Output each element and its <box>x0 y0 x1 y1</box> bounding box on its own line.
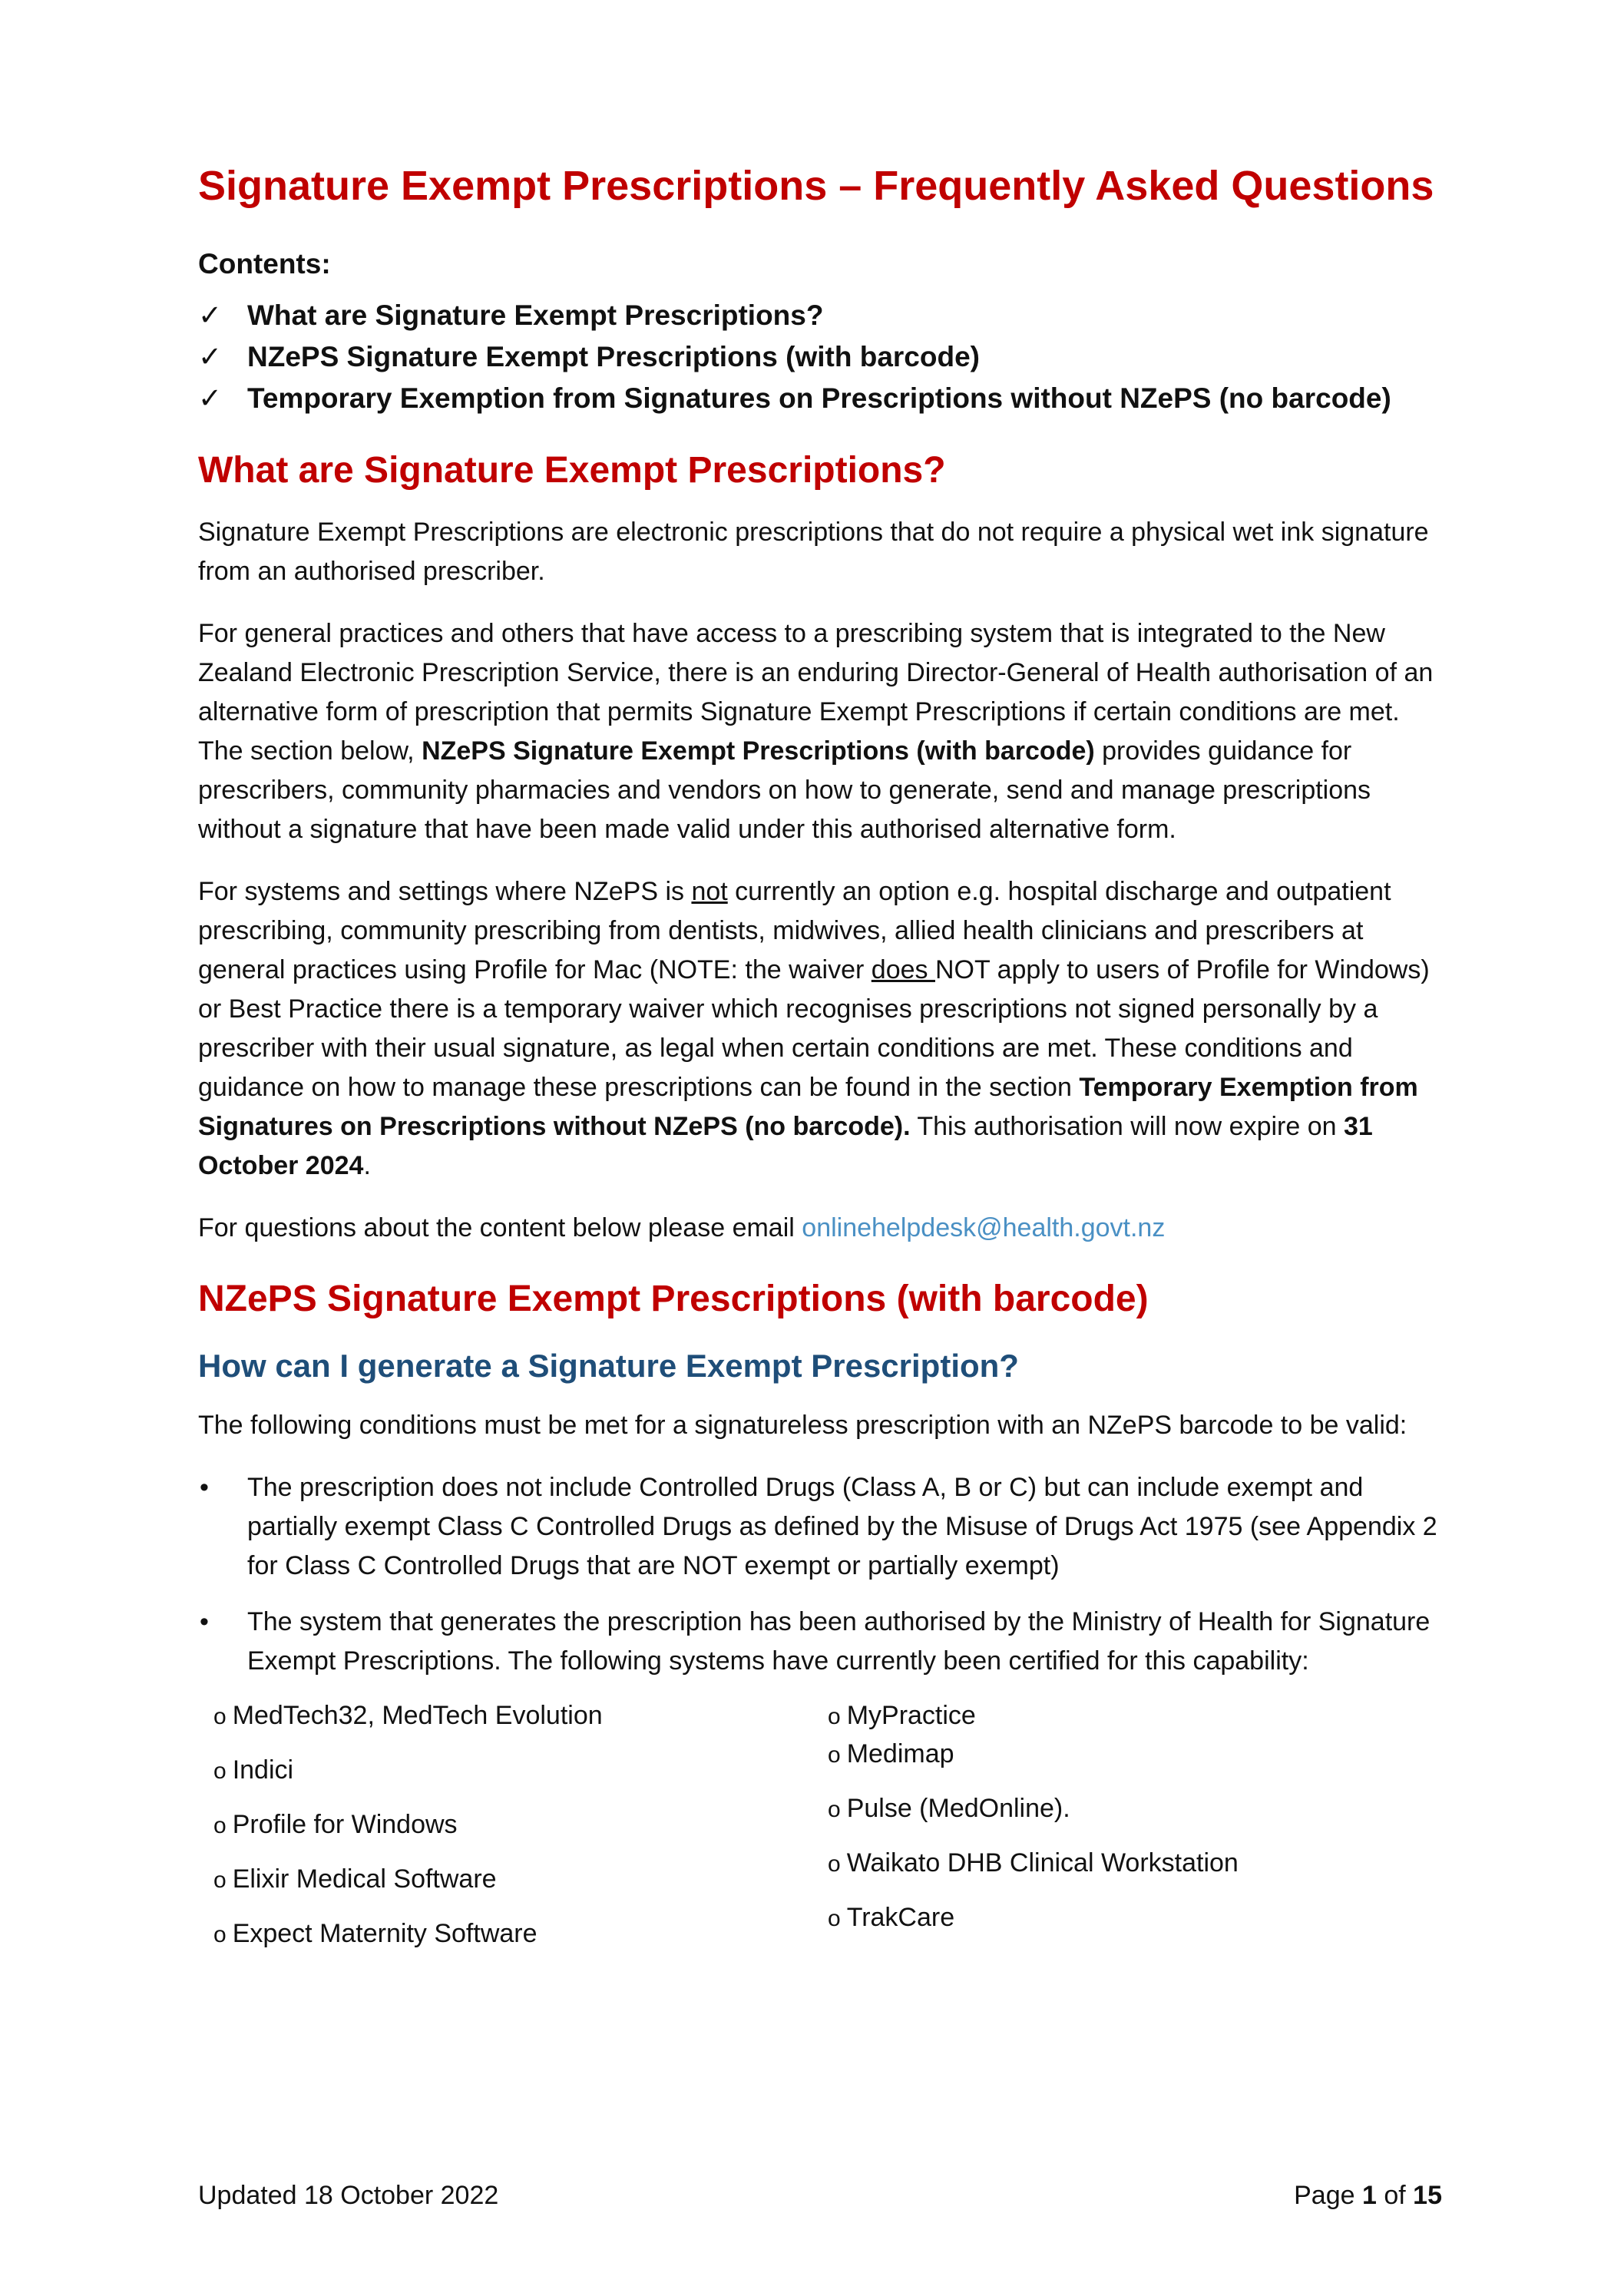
system-item: o Indici <box>213 1755 294 1785</box>
paragraph-conditions-intro: The following conditions must be met for a signatureless prescription with an NZePS barcode to be valid: <box>198 1411 1407 1440</box>
paragraph-contact: For questions about the content below please email onlinehelpdesk@health.govt.nz <box>198 1213 1166 1242</box>
circle-bullet-icon: o <box>213 1868 227 1893</box>
list-item: • The system that generates the prescription has been authorised by the Ministry of Health for Signature Exempt Prescriptions. The following systems have currently been certified for this capability: <box>198 1603 1442 1681</box>
check-icon: ✓ <box>198 382 223 414</box>
list-item: • The prescription does not include Controlled Drugs (Class A, B or C) but can include exempt and partially exempt Class C Controlled Drugs as defined by the Misuse of Drugs Act 1975 (see Appendix 2 for Class C Controlled Drugs that are NOT exempt or partially exempt) <box>198 1468 1442 1586</box>
updated-date: Updated 18 October 2022 <box>198 2181 499 2210</box>
certified-systems <box>198 1698 1442 1970</box>
conditions-list <box>198 1468 1442 1681</box>
systems-column-right <box>828 1698 1427 1970</box>
circle-bullet-icon: o <box>828 1704 841 1729</box>
paragraph-temporary-waiver: For systems and settings where NZePS is not currently an option e.g. hospital discharge and outpatient prescribing, community prescribing from dentists, midwives, allied health clinicians and prescribers at general practices using Profile for Mac (NOTE: the waiver does NOT apply to users of Profile for Windows) or Best Practice there is a temporary waiver which recognises prescriptions not signed personally by a prescriber with their usual signature, as legal when certain conditions are met. These conditions and guidance on how to manage these prescriptions can be found in the section Temporary Exemption from Signatures on Prescriptions without NZePS (no barcode). This authorisation will now expire on 31 October 2024. <box>198 877 1430 1180</box>
contents-list <box>198 295 1442 419</box>
circle-bullet-icon: o <box>213 1704 227 1729</box>
email-link[interactable]: onlinehelpdesk@health.govt.nz <box>802 1213 1166 1242</box>
system-item: o Profile for Windows <box>213 1810 458 1839</box>
circle-bullet-icon: o <box>213 1922 227 1947</box>
contents-item[interactable]: ✓ Temporary Exemption from Signatures on Prescriptions without NZePS (no barcode) <box>198 378 1442 419</box>
system-item: o Expect Maternity Software <box>213 1919 537 1948</box>
subheading-how-to-generate: How can I generate a Signature Exempt Prescription? <box>198 1348 1019 1384</box>
page-title: Signature Exempt Prescriptions – Frequently Asked Questions <box>198 163 1434 209</box>
system-item: o Pulse (MedOnline). <box>828 1794 1070 1823</box>
page-number: Page 1 of 15 <box>1294 2181 1442 2210</box>
bullet-icon: • <box>200 1607 209 1636</box>
system-item: o MedTech32, MedTech Evolution <box>213 1701 603 1730</box>
system-item: o TrakCare <box>828 1903 955 1932</box>
circle-bullet-icon: o <box>828 1851 841 1877</box>
contents-label: Contents: <box>198 248 331 280</box>
page-footer <box>198 2178 1442 2213</box>
circle-bullet-icon: o <box>828 1797 841 1822</box>
circle-bullet-icon: o <box>213 1758 227 1784</box>
section-heading-nzeps: NZePS Signature Exempt Prescriptions (with barcode) <box>198 1279 1149 1319</box>
paragraph-definition: Signature Exempt Prescriptions are electronic prescriptions that do not require a physical wet ink signature from an authorised prescriber. <box>198 518 1429 586</box>
system-item: o Elixir Medical Software <box>213 1864 497 1894</box>
contents-item[interactable]: ✓ What are Signature Exempt Prescriptions? <box>198 295 1442 336</box>
circle-bullet-icon: o <box>828 1742 841 1768</box>
document-page <box>198 154 1442 1970</box>
system-item: o Waikato DHB Clinical Workstation <box>828 1848 1239 1877</box>
system-item: o MyPractice <box>828 1701 976 1730</box>
systems-column-left <box>198 1698 828 1970</box>
check-icon: ✓ <box>198 299 223 331</box>
section-heading-what-are: What are Signature Exempt Prescriptions? <box>198 450 946 491</box>
check-icon: ✓ <box>198 341 223 372</box>
contents-item[interactable]: ✓ NZePS Signature Exempt Prescriptions (with barcode) <box>198 336 1442 378</box>
circle-bullet-icon: o <box>828 1906 841 1931</box>
circle-bullet-icon: o <box>213 1813 227 1838</box>
paragraph-general-practices: For general practices and others that have access to a prescribing system that is integrated to the New Zealand Electronic Prescription Service, there is an enduring Director-General of Health authorisation of an alternative form of prescription that permits Signature Exempt Prescriptions if certain conditions are met. The section below, NZePS Signature Exempt Prescriptions (with barcode) provides guidance for prescribers, community pharmacies and vendors on how to generate, send and manage prescriptions without a signature that have been made valid under this authorised alternative form. <box>198 619 1434 844</box>
bullet-icon: • <box>200 1473 209 1502</box>
system-item: o Medimap <box>828 1739 954 1768</box>
